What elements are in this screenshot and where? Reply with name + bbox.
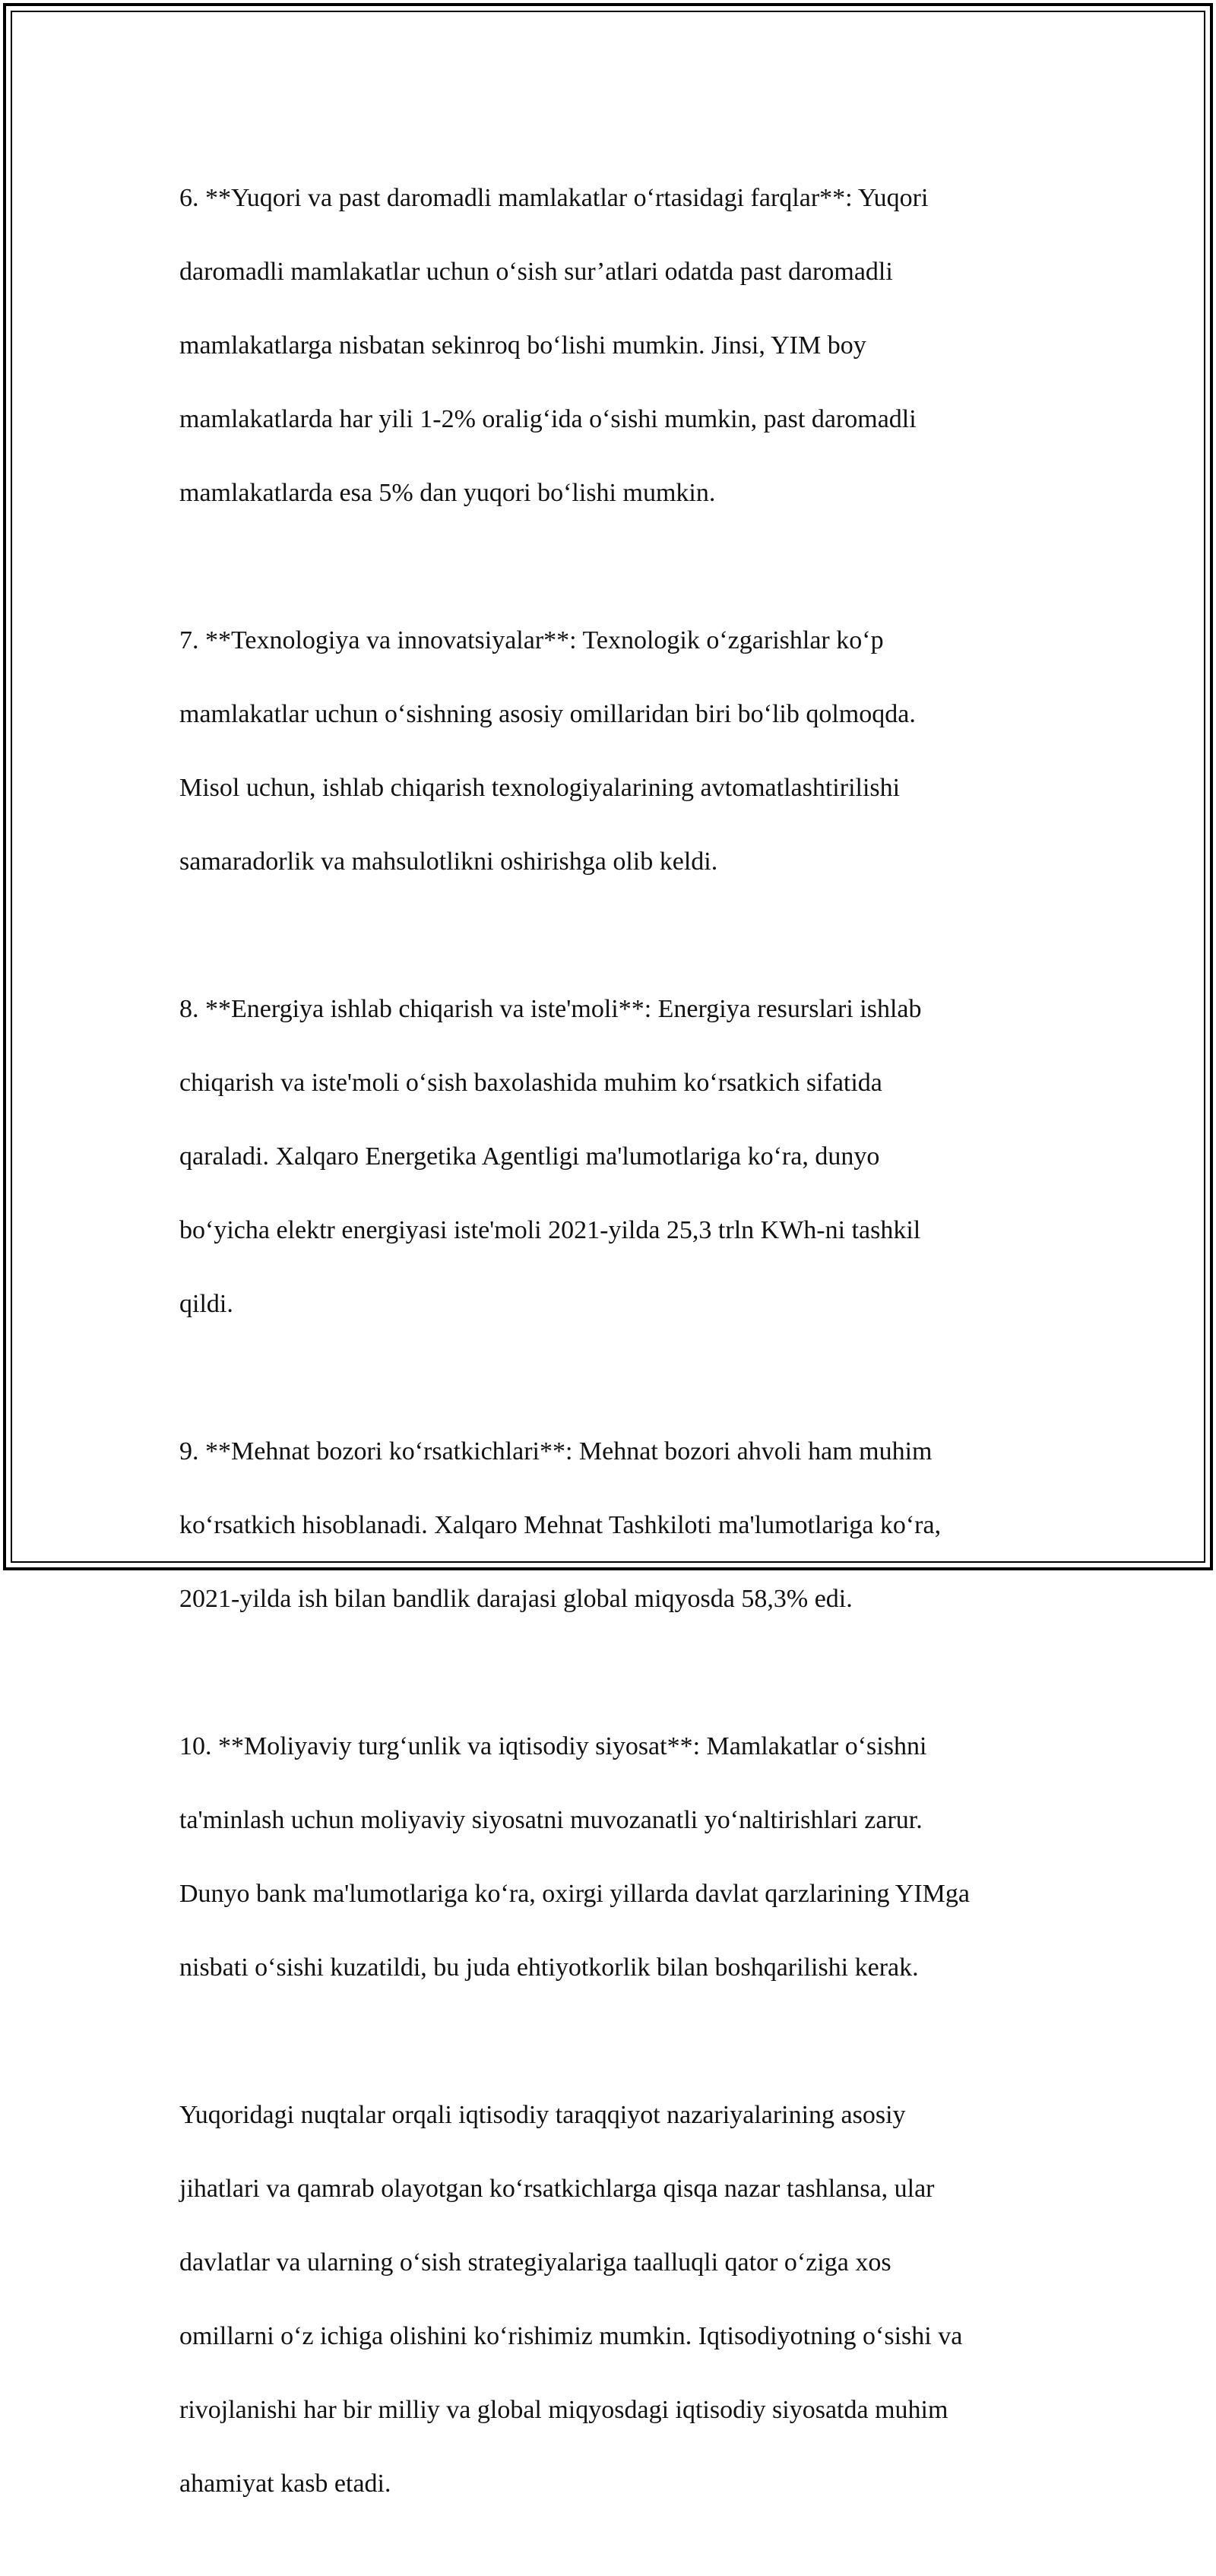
text-line: Misol uchun, ishlab chiqarish texnologiyalarining avtomatlashtirilishi bbox=[179, 773, 901, 802]
text-line: mamlakatlarda esa 5% dan yuqori boʻlishi mumkin. bbox=[179, 478, 716, 507]
text-line: jihatlari va qamrab olayotgan koʻrsatkichlarga qisqa nazar tashlansa, ular bbox=[179, 2174, 935, 2203]
text-line: 10. **Moliyaviy turgʻunlik va iqtisodiy siyosat**: Mamlakatlar oʻsishni bbox=[179, 1732, 927, 1760]
paragraph-point-6 bbox=[179, 143, 1038, 549]
text-line: davlatlar va ularning oʻsish strategiyalariga taalluqli qator oʻziga xos bbox=[179, 2248, 891, 2277]
text-line: 6. **Yuqori va past daromadli mamlakatlar oʻrtasidagi farqlar**: Yuqori bbox=[179, 183, 929, 212]
text-line: mamlakatlar uchun oʻsishning asosiy omillaridan biri boʻlib qolmoqda. bbox=[179, 699, 916, 728]
paragraph-point-8 bbox=[179, 954, 1038, 1360]
text-line: ahamiyat kasb etadi. bbox=[179, 2469, 391, 2498]
text-line: koʻrsatkich hisoblanadi. Xalqaro Mehnat Tashkiloti ma'lumotlariga koʻra, bbox=[179, 1510, 942, 1539]
text-line: boʻyicha elektr energiyasi iste'moli 2021-yilda 25,3 trln KWh-ni tashkil bbox=[179, 1215, 921, 1244]
text-line: 7. **Texnologiya va innovatsiyalar**: Texnologik oʻzgarishlar koʻp bbox=[179, 626, 884, 654]
text-line: nisbati oʻsishi kuzatildi, bu juda ehtiyotkorlik bilan boshqarilishi kerak. bbox=[179, 1953, 919, 1982]
text-line: chiqarish va iste'moli oʻsish baxolashida muhim koʻrsatkich sifatida bbox=[179, 1068, 882, 1097]
text-line: mamlakatlarga nisbatan sekinroq boʻlishi mumkin. Jinsi, YIM boy bbox=[179, 331, 866, 360]
text-line: omillarni oʻz ichiga olishini koʻrishimiz mumkin. Iqtisodiyotning oʻsishi va bbox=[179, 2321, 963, 2350]
text-line: Yuqoridagi nuqtalar orqali iqtisodiy taraqqiyot nazariyalarining asosiy bbox=[179, 2100, 906, 2129]
paragraph-point-10 bbox=[179, 1691, 1038, 2023]
paragraph-point-9 bbox=[179, 1396, 1038, 1655]
text-line: daromadli mamlakatlar uchun oʻsish sur’atlari odatda past daromadli bbox=[179, 257, 893, 286]
text-line: 2021-yilda ish bilan bandlik darajasi global miqyosda 58,3% edi. bbox=[179, 1584, 853, 1613]
text-line: 9. **Mehnat bozori koʻrsatkichlari**: Mehnat bozori ahvoli ham muhim bbox=[179, 1437, 933, 1465]
text-line: samaradorlik va mahsulotlikni oshirishga olib keldi. bbox=[179, 847, 718, 876]
text-line: Dunyo bank ma'lumotlariga koʻra, oxirgi yillarda davlat qarzlarining YIMga bbox=[179, 1879, 970, 1908]
paragraph-point-7 bbox=[179, 585, 1038, 917]
text-line: qaraladi. Xalqaro Energetika Agentligi ma'lumotlariga koʻra, dunyo bbox=[179, 1142, 880, 1171]
text-line: qildi. bbox=[179, 1289, 233, 1318]
text-line: 8. **Energiya ishlab chiqarish va iste'moli**: Energiya resurslari ishlab bbox=[179, 994, 922, 1023]
text-line: mamlakatlarda har yili 1-2% oraligʻida oʻsishi mumkin, past daromadli bbox=[179, 404, 917, 433]
text-line: ta'minlash uchun moliyaviy siyosatni muvozanatli yoʻnaltirishlari zarur. bbox=[179, 1805, 923, 1834]
text-line: rivojlanishi har bir milliy va global miqyosdagi iqtisodiy siyosatda muhim bbox=[179, 2395, 948, 2424]
paragraph-conclusion bbox=[179, 2060, 1038, 2540]
document-body bbox=[179, 143, 1038, 2576]
